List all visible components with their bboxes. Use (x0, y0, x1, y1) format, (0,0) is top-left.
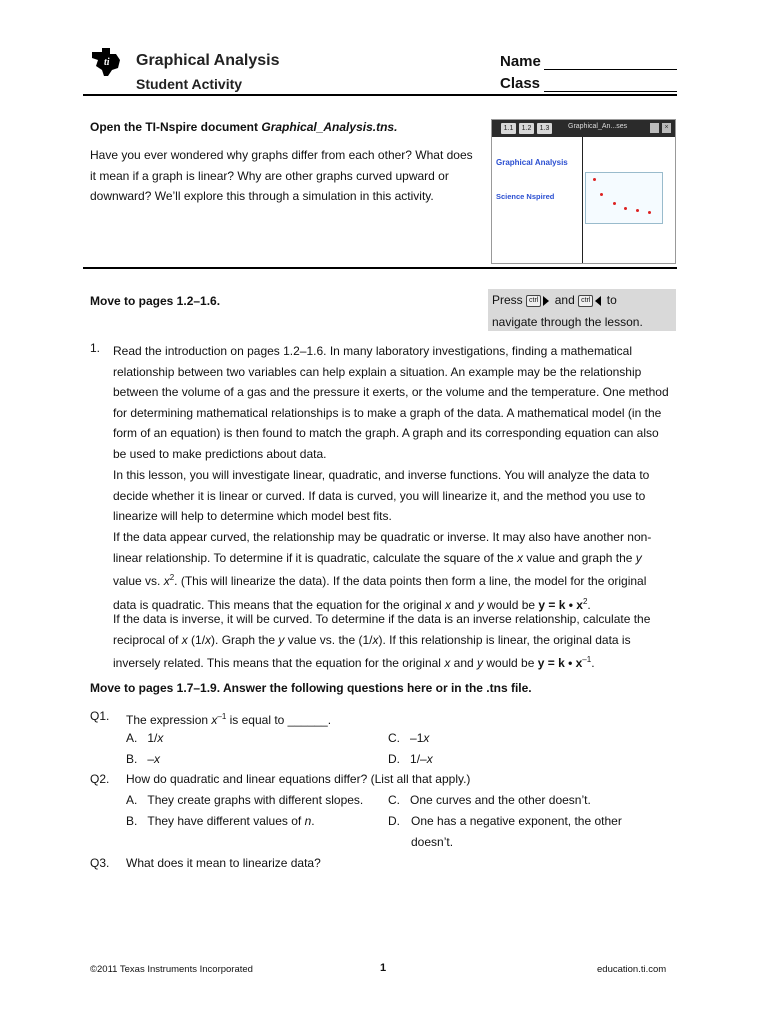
plot-point (624, 207, 627, 210)
left-arrow-icon (595, 296, 601, 306)
q3-number: Q3. (90, 856, 110, 870)
q1-text: The expression $x^{-1}$ is equal to ______. (126, 712, 332, 727)
screenshot-close-icon: × (662, 123, 671, 133)
document-title: Graphical Analysis (136, 52, 280, 69)
name-label: Name (500, 53, 541, 70)
name-blank-line (544, 69, 677, 70)
q2-option-c[interactable]: C. One curves and the other doesn’t. (388, 793, 591, 807)
class-blank-line (544, 91, 677, 92)
ctrl-key-icon: ctrl (526, 295, 541, 307)
item1-paragraph-1: Read the introduction on pages 1.2–1.6. In many laboratory investigations, finding a mathematical relationship between two variables can help explain a situation. An example may be the relationship between the volume of a gas and the pressure it exerts, or the volume and the temperature. One method for determining mathematical relationships is to make a graph of the data. A mathematical model (in the form of an equation) is then found to match the graph. A graph and its corresponding equation can also be used to make predictions about data. (113, 344, 669, 461)
q1-number: Q1. (90, 709, 110, 723)
ctrl-key-icon: ctrl (578, 295, 593, 307)
screenshot-tab: 1.2 (519, 123, 534, 134)
svg-text:ti: ti (104, 57, 110, 68)
plot-point (593, 178, 596, 181)
q1-option-b[interactable]: B. –x (126, 752, 161, 766)
document-subtitle: Student Activity (136, 76, 243, 92)
plot-point (613, 202, 616, 205)
intro-paragraph: Have you ever wondered why graphs differ from each other? What does it mean if a graph is linear? Why are other graphs curved upward or downward? We’ll explore this through a simulation in this activity. (90, 148, 473, 203)
screenshot-tab: 1.3 (537, 123, 552, 134)
section-rule (83, 267, 677, 269)
screenshot-tab: 1.1 (501, 123, 516, 134)
q2-option-a[interactable]: A. They create graphs with different slopes. (126, 793, 364, 807)
plot-point (648, 211, 651, 214)
screenshot-battery-icon (650, 123, 659, 133)
nav-and-text: and (554, 293, 575, 307)
open-prefix: Open the TI-Nspire document (90, 120, 262, 134)
plot-point (600, 193, 603, 196)
q1-option-d[interactable]: D. 1/–x (388, 752, 433, 766)
q1-option-c[interactable]: C. –1x (388, 731, 430, 745)
q2-number: Q2. (90, 772, 110, 786)
nav-press-text: Press (492, 293, 523, 307)
right-arrow-icon (543, 296, 549, 306)
nav-line2: navigate through the lesson. (492, 315, 643, 329)
document-filename: Graphical_Analysis.tns. (261, 120, 398, 134)
screenshot-scatter-plot (585, 172, 663, 224)
texas-instruments-logo (90, 46, 124, 78)
screenshot-split-divider (582, 137, 583, 263)
q3-text: What does it mean to linearize data? (126, 856, 321, 870)
plot-point (636, 209, 639, 212)
q2-option-b[interactable]: B. They have different values of n. (126, 814, 315, 828)
q2-option-d[interactable]: One has a negative exponent, the other doesn’t. (411, 814, 622, 849)
section2-heading: Move to pages 1.7–1.9. Answer the following questions here or in the .tns file. (90, 681, 532, 695)
item1-paragraph-4: If the data is inverse, it will be curved. To determine if the data is an inverse relationship, calculate the reciprocal of x (1/x). Graph the y value vs. the (1/x). If this relationship is linear, the original data is inversely related. This means that the equation for the original x and y would be y = k • $x^{-1}$. (113, 612, 651, 671)
item1-paragraph-2: In this lesson, you will investigate linear, quadratic, and inverse functions. You will analyze the data to decide whether it is linear or curved. If data is curved, you will linearize it, and the method you use to linearize will help to determine which model best fits. (113, 468, 650, 524)
item-number: 1. (90, 341, 101, 355)
footer-page-number: 1 (380, 962, 387, 974)
footer-copyright: ©2011 Texas Instruments Incorporated (90, 964, 253, 975)
calculator-screenshot (491, 119, 676, 264)
screenshot-left-title: Graphical Analysis (496, 158, 568, 167)
class-label: Class (500, 75, 541, 92)
open-document-instruction (90, 120, 397, 134)
navigation-hint-box (488, 289, 676, 331)
item1-paragraph-3: If the data appear curved, the relationship may be quadratic or inverse. It may also have another non-linear relationship. To determine if it is quadratic, calculate the square of the x value and graph the y value vs. $x^2$. (This will linearize the data). If the data points then form a line, the model for the original data is quadratic. This means that the equation for the original x and y would be y = k • $x^2$. (113, 530, 652, 612)
q2-option-d-label[interactable]: D. (388, 814, 400, 828)
nav-to-text: to (606, 293, 617, 307)
q1-option-a[interactable]: A. 1/x (126, 731, 164, 745)
screenshot-doc-title: Graphical_An...ses (568, 123, 628, 130)
q2-text: How do quadratic and linear equations differ? (List all that apply.) (126, 772, 471, 786)
footer-website: education.ti.com (597, 964, 667, 975)
screenshot-left-subtitle: Science Nspired (496, 192, 555, 201)
header-rule (83, 94, 677, 96)
section1-heading: Move to pages 1.2–1.6. (90, 294, 221, 308)
